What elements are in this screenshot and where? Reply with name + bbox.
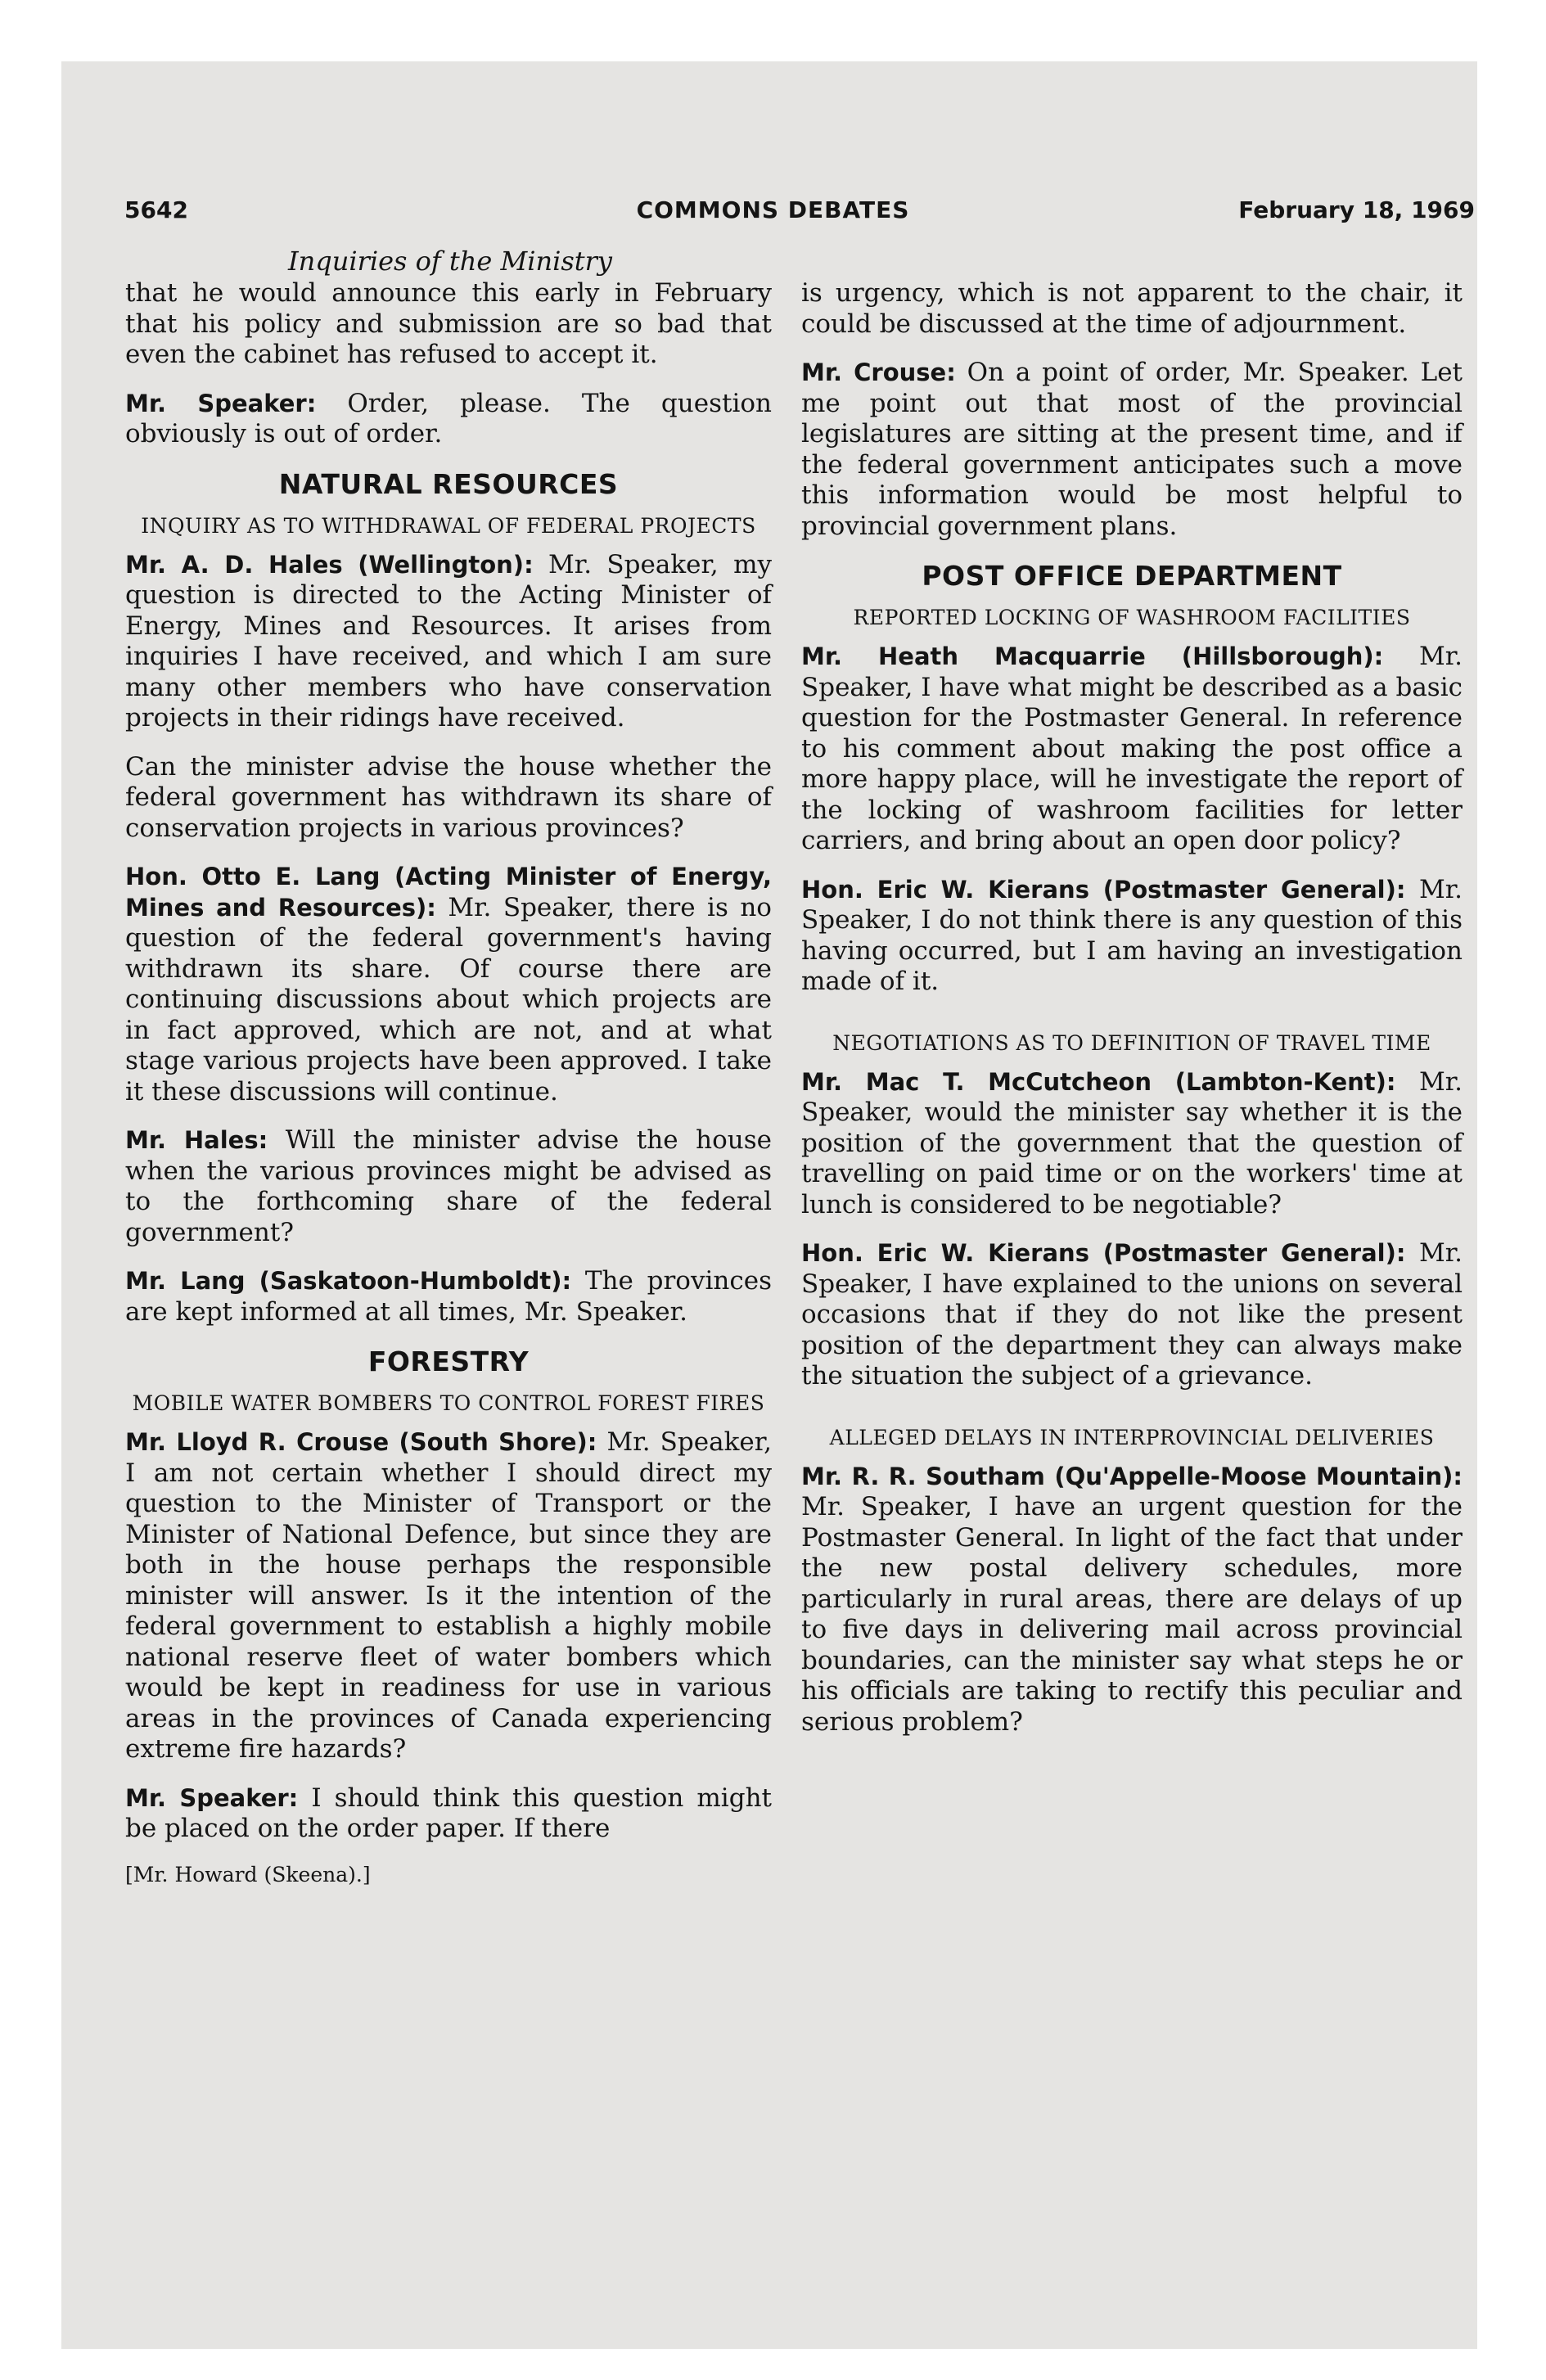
section-heading: FORESTRY [367, 1346, 530, 1377]
running-head: Inquiries of the Ministry [288, 246, 612, 277]
publication-title: COMMONS DEBATES [636, 196, 910, 223]
speaker-name: Mr. R. R. Southam (Qu'Appelle-Moose Mountain): [801, 1462, 1463, 1490]
speech-text: The provinces are kept informed at all times, Mr. Speaker. [125, 1266, 772, 1327]
speech-text: On a point of order, Mr. Speaker. Let me point out that most of the provincial legislatures are sitting at the present time, and if the federal government anticipates such a move this information would be most helpful to provincial government plans. [801, 358, 1463, 541]
subheading: INQUIRY AS TO WITHDRAWAL OF FEDERAL PROJECTS [141, 513, 756, 538]
speaker-name: Hon. Otto E. Lang (Acting Minister of Energy, Mines and Resources): [125, 863, 772, 922]
subheading: REPORTED LOCKING OF WASHROOM FACILITIES [853, 606, 1411, 629]
paragraph [125, 1125, 772, 1248]
speaker-name: Hon. Eric W. Kierans (Postmaster General): [801, 1239, 1406, 1267]
section-heading: NATURAL RESOURCES [278, 467, 619, 500]
section-heading: POST OFFICE DEPARTMENT [922, 560, 1342, 592]
paragraph [801, 642, 1463, 857]
speech-text: Order, please. The question obviously is out of order. [125, 388, 772, 449]
paragraph: is urgency, which is not apparent to the chair, it could be discussed at the time of adjournment. [801, 278, 1463, 339]
speech-text: Mr. Speaker, there is no question of the federal government's having withdrawn its share. Of course there are continuing discussions about which projects are in fact approved, which are not, and at what stage various projects have been approved. I take it these discussions will continue. [125, 892, 772, 1107]
page-number: 5642 [124, 196, 188, 223]
paragraph: that he would announce this early in February that his policy and submission are so bad that even the cabinet has refused to accept it. [125, 278, 772, 369]
speaker-name: Mr. Heath Macquarrie (Hillsborough): [801, 642, 1384, 670]
paragraph [125, 1266, 772, 1327]
paragraph [801, 875, 1463, 998]
paragraph [801, 358, 1463, 542]
speech-text: Mr. Speaker, I do not think there is any question of this having occurred, but I am having an investigation made of it. [801, 874, 1463, 996]
paragraph [125, 862, 772, 1107]
paragraph [125, 1427, 772, 1765]
paragraph [801, 1067, 1463, 1221]
right-column [801, 278, 1463, 1756]
speaker-name: Mr. A. D. Hales (Wellington): [125, 550, 534, 579]
footer-note: [Mr. Howard (Skeena).] [125, 1862, 371, 1886]
speech-text: I should think this question might be placed on the order paper. If there [125, 1783, 772, 1843]
speech-text: Will the minister advise the house when the various provinces might be advised as to the forthcoming share of the federal government? [125, 1125, 772, 1247]
speaker-name: Mr. Crouse: [801, 358, 956, 386]
paragraph [125, 550, 772, 734]
paragraph: Can the minister advise the house whether the federal government has withdrawn its share of conservation projects in various provinces? [125, 751, 772, 843]
speaker-name: Mr. Hales: [125, 1126, 268, 1154]
paragraph [125, 1783, 772, 1845]
speech-text: Mr. Speaker, would the minister say whether it is the position of the government that the question of travelling on paid time or on the workers' time at lunch is considered to be negotiable? [801, 1066, 1463, 1219]
speaker-name: Mr. Speaker: [125, 1783, 299, 1812]
paragraph [801, 1462, 1463, 1738]
speech-text: Mr. Speaker, I have explained to the unions on several occasions that if they do not like the present position of the department they can always make the situation the subject of a grievance. [801, 1238, 1463, 1391]
speaker-name: Hon. Eric W. Kierans (Postmaster General): [801, 875, 1406, 904]
speaker-name: Mr. Lloyd R. Crouse (South Shore): [125, 1428, 597, 1456]
speech-text: Mr. Speaker, I have what might be described as a basic question for the Postmaster General. In reference to his comment about making the post office a more happy place, will he investigate the report of the locking of washroom facilities for letter carriers, and bring about an open door policy? [801, 642, 1463, 855]
speaker-name: Mr. Lang (Saskatoon-Humboldt): [125, 1267, 572, 1295]
left-column [125, 278, 772, 1886]
issue-date: February 18, 1969 [1238, 196, 1475, 223]
subheading: NEGOTIATIONS AS TO DEFINITION OF TRAVEL TIME [832, 1030, 1431, 1055]
paragraph [125, 389, 772, 450]
paragraph [801, 1238, 1463, 1392]
speech-text: Mr. Speaker, my question is directed to the Acting Minister of Energy, Mines and Resources. It arises from inquiries I have received, and which I am sure many other members who have conservation projects in their ridings have received. [125, 549, 772, 732]
speaker-name: Mr. Mac T. McCutcheon (Lambton-Kent): [801, 1067, 1396, 1096]
subheading: ALLEGED DELAYS IN INTERPROVINCIAL DELIVERIES [829, 1425, 1435, 1449]
speech-text: Mr. Speaker, I am not certain whether I should direct my question to the Minister of Transport or the Minister of National Defence, but since they are both in the house perhaps the responsible minister will answer. Is it the intention of the federal government to establish a highly mobile national reserve fleet of water bombers which would be kept in readiness for use in various areas in the provinces of Canada experiencing extreme fire hazards? [125, 1427, 772, 1764]
speech-text: Mr. Speaker, I have an urgent question for the Postmaster General. In light of the fact that under the new postal delivery schedules, more particularly in rural areas, there are delays of up to five days in delivering mail across provincial boundaries, can the minister say what steps he or his officials are taking to rectify this peculiar and serious problem? [801, 1492, 1463, 1737]
subheading: MOBILE WATER BOMBERS TO CONTROL FOREST FIRES [132, 1391, 765, 1415]
speaker-name: Mr. Speaker: [125, 389, 317, 417]
page-header [0, 196, 1546, 236]
